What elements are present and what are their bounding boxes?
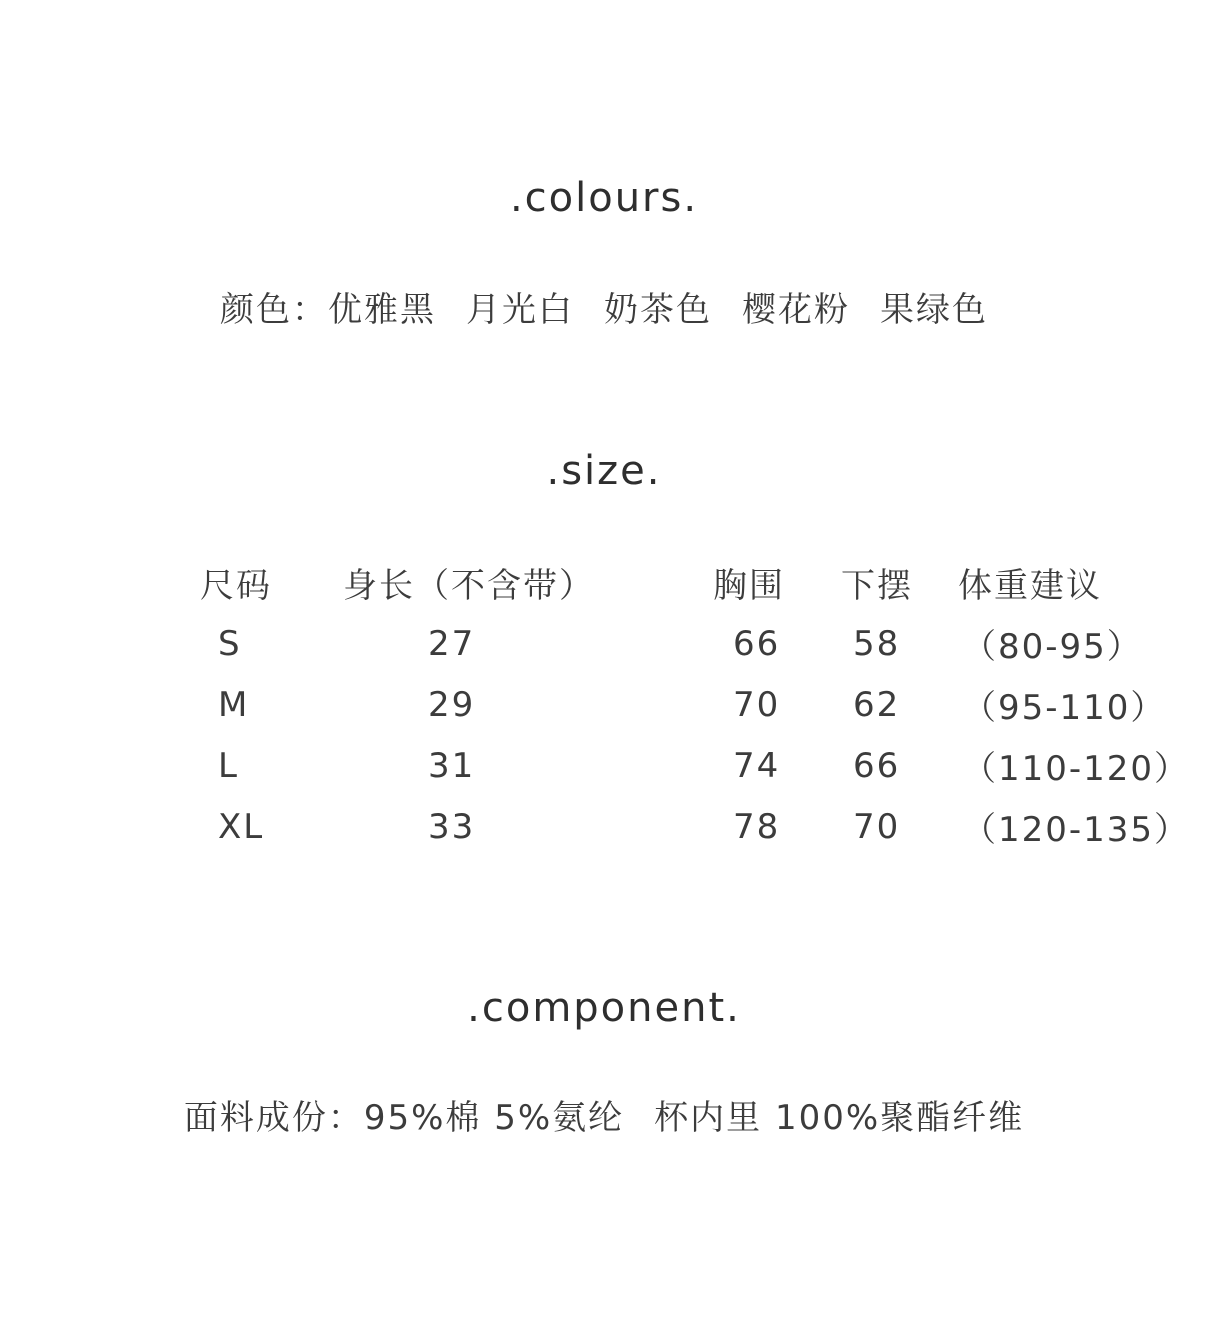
cell-weight: （110-120） bbox=[962, 749, 1191, 789]
header-size: 尺码 bbox=[200, 566, 272, 606]
table-row bbox=[200, 674, 1190, 735]
cell-size: L bbox=[218, 745, 239, 786]
table-row bbox=[200, 735, 1190, 796]
table-row bbox=[200, 613, 1190, 674]
component-lining: 杯内里 100%聚酯纤维 bbox=[654, 1098, 1025, 1138]
cell-hem: 66 bbox=[853, 745, 901, 786]
cell-chest: 74 bbox=[733, 745, 781, 786]
colours-line bbox=[0, 282, 1208, 331]
cell-hem: 62 bbox=[853, 684, 901, 725]
cell-hem: 58 bbox=[853, 623, 901, 664]
table-row bbox=[200, 796, 1190, 857]
size-table bbox=[200, 552, 1190, 857]
cell-length: 29 bbox=[428, 684, 476, 725]
cell-size: M bbox=[218, 684, 250, 725]
cell-length: 33 bbox=[428, 806, 476, 847]
cell-chest: 70 bbox=[733, 684, 781, 725]
cell-hem: 70 bbox=[853, 806, 901, 847]
cell-length: 31 bbox=[428, 745, 476, 786]
size-title: .size. bbox=[546, 448, 662, 494]
component-fabric: 面料成份：95%棉 5%氨纶 bbox=[183, 1098, 625, 1138]
size-table-header bbox=[200, 552, 1190, 613]
component-line bbox=[0, 1090, 1208, 1139]
cell-chest: 78 bbox=[733, 806, 781, 847]
header-length: 身长（不含带） bbox=[343, 566, 595, 606]
colours-title: .colours. bbox=[509, 175, 699, 221]
component-title: .component. bbox=[467, 985, 741, 1031]
cell-length: 27 bbox=[428, 623, 476, 664]
colour-item: 月光白 bbox=[466, 290, 574, 330]
colours-label: 颜色： bbox=[220, 290, 328, 330]
cell-chest: 66 bbox=[733, 623, 781, 664]
colour-item: 优雅黑 bbox=[328, 290, 436, 330]
cell-size: XL bbox=[218, 806, 265, 847]
cell-weight: （95-110） bbox=[962, 688, 1167, 728]
cell-weight: （120-135） bbox=[962, 810, 1191, 850]
header-chest: 胸围 bbox=[713, 566, 785, 606]
cell-weight: （80-95） bbox=[962, 627, 1143, 667]
colour-item: 奶茶色 bbox=[604, 290, 712, 330]
colour-item: 果绿色 bbox=[880, 290, 988, 330]
header-weight: 体重建议 bbox=[958, 566, 1102, 606]
cell-size: S bbox=[218, 623, 242, 664]
colour-item: 樱花粉 bbox=[742, 290, 850, 330]
header-hem: 下摆 bbox=[841, 566, 913, 606]
